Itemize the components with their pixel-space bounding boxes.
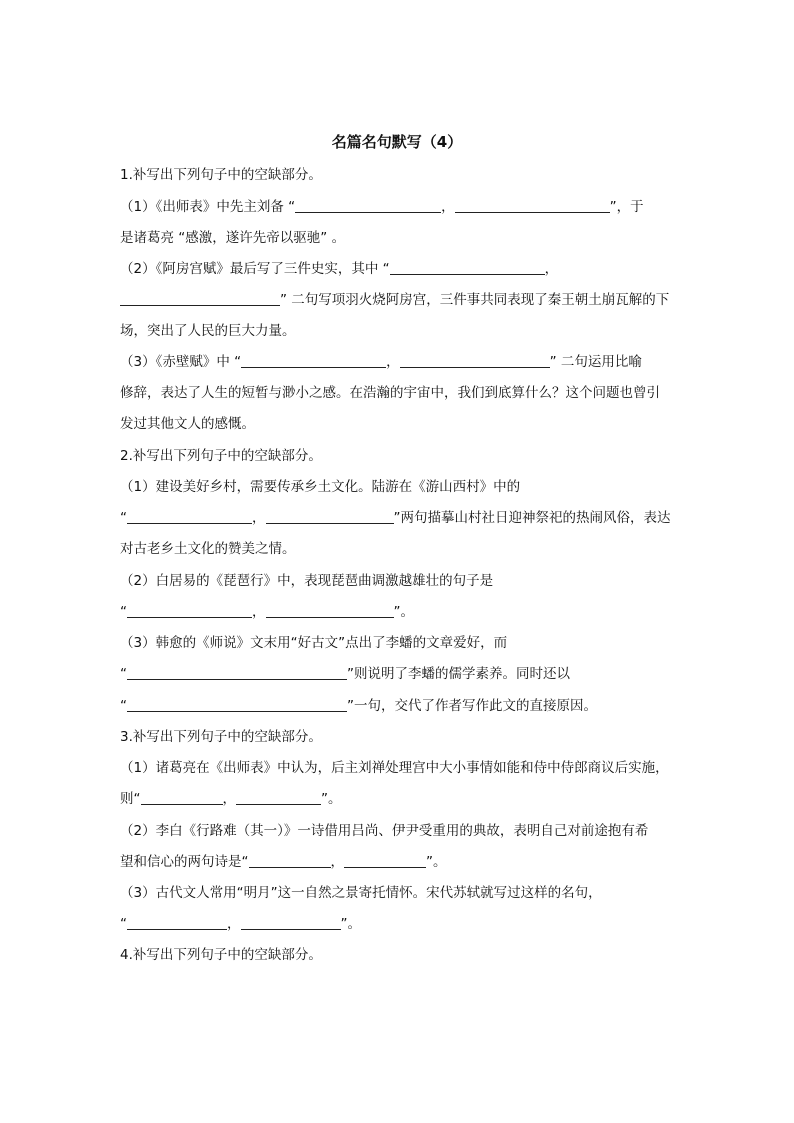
text-segment: 3.补写出下列句子中的空缺部分。 (120, 729, 322, 745)
fill-in-blank[interactable] (400, 353, 550, 368)
text-segment: 发过其他文人的感慨。 (120, 416, 255, 432)
fill-in-blank[interactable] (127, 603, 252, 618)
text-segment: （2）白居易的《琵琶行》中，表现琵琶曲调激越雄壮的句子是 (120, 573, 494, 589)
text-segment: ， (386, 354, 400, 370)
text-segment: 对古老乡土文化的赞美之情。 (120, 541, 296, 557)
text-line (120, 321, 296, 341)
text-segment: （1）《出师表》中先主刘备 “ (120, 199, 296, 215)
fill-in-blank[interactable] (455, 198, 610, 213)
text-line (120, 508, 671, 528)
text-segment: （3）韩愈的《师说》文末用“好古文”点出了李蟠的文章爱好，而 (120, 635, 508, 651)
text-segment: 是诸葛亮 “感激，遂许先帝以驱驰” 。 (120, 230, 346, 246)
text-segment: ， (441, 199, 455, 215)
fill-in-blank[interactable] (344, 853, 426, 868)
text-segment: ， (252, 604, 266, 620)
text-segment: ， (252, 510, 266, 526)
text-segment: “ (120, 698, 127, 714)
text-segment: 2.补写出下列句子中的空缺部分。 (120, 448, 322, 464)
text-line (120, 664, 570, 684)
text-segment: （3）古代文人常用“明月”这一自然之景寄托情怀。宋代苏轼就写过这样的名句， (120, 885, 602, 901)
text-segment: ”。 (393, 604, 414, 620)
text-segment: “ (120, 604, 127, 620)
text-segment: ” 二句运用比喻 (549, 354, 642, 370)
fill-in-blank[interactable] (266, 603, 394, 618)
text-line (120, 571, 493, 591)
fill-in-blank[interactable] (390, 260, 545, 275)
text-line (120, 696, 597, 716)
text-segment: 场，突出了人民的巨大力量。 (120, 323, 296, 339)
text-segment: ”。 (426, 854, 447, 870)
text-segment: （1）诸葛亮在《出师表》中认为，后主刘禅处理宫中大小事情如能和侍中侍郎商议后实施， (120, 760, 669, 776)
text-segment: 则“ (120, 791, 141, 807)
text-segment: “ (120, 916, 127, 932)
text-segment: ”则说明了李蟠的儒学素养。同时还以 (347, 666, 570, 682)
text-line (120, 165, 322, 185)
text-segment: ” 二句写项羽火烧阿房宫，三件事共同表现了秦王朝土崩瓦解的下 (280, 292, 670, 308)
text-line (120, 852, 447, 872)
fill-in-blank[interactable] (141, 790, 223, 805)
fill-in-blank[interactable] (127, 915, 227, 930)
text-line (120, 290, 669, 310)
text-segment: ， (330, 854, 344, 870)
fill-in-blank[interactable] (127, 509, 252, 524)
text-segment: ”。 (321, 791, 342, 807)
text-line (120, 758, 669, 778)
text-line (120, 633, 507, 653)
text-segment: （2）《阿房宫赋》最后写了三件史实，其中 “ (120, 261, 390, 277)
text-line (120, 602, 414, 622)
text-line (120, 789, 342, 809)
text-segment: “ (120, 510, 127, 526)
text-line (120, 883, 602, 903)
text-segment: 1.补写出下列句子中的空缺部分。 (120, 167, 322, 183)
text-segment: ”，于 (609, 199, 644, 215)
text-segment: （3）《赤壁赋》中 “ (120, 354, 242, 370)
fill-in-blank[interactable] (266, 509, 394, 524)
page-title: 名篇名句默写（4） (331, 133, 463, 151)
text-segment: ， (544, 261, 559, 277)
fill-in-blank[interactable] (249, 853, 331, 868)
text-line (120, 727, 322, 747)
text-line (120, 914, 361, 934)
fill-in-blank[interactable] (241, 353, 386, 368)
fill-in-blank[interactable] (127, 665, 347, 680)
text-segment: 4.补写出下列句子中的空缺部分。 (120, 947, 322, 963)
text-segment: ， (227, 916, 241, 932)
text-segment: “ (120, 666, 127, 682)
text-segment: ”。 (340, 916, 361, 932)
text-segment: ”一句，交代了作者写作此文的直接原因。 (347, 698, 597, 714)
text-line (120, 821, 648, 841)
text-line (120, 259, 558, 279)
text-segment: （2）李白《行路难（其一）》一诗借用吕尚、伊尹受重用的典故，表明自己对前途抱有希 (120, 823, 649, 839)
text-line (120, 414, 255, 434)
fill-in-blank[interactable] (295, 198, 441, 213)
text-segment: 望和信心的两句诗是“ (120, 854, 249, 870)
text-line (120, 197, 644, 217)
fill-in-blank[interactable] (241, 915, 341, 930)
text-segment: ”两句描摹山村社日迎神祭祀的热闹风俗，表达 (393, 510, 671, 526)
text-line (120, 446, 322, 466)
text-line (120, 228, 345, 248)
fill-in-blank[interactable] (120, 291, 280, 306)
text-segment: 修辞，表达了人生的短暂与渺小之感。在浩瀚的宇宙中，我们到底算什么？这个问题也曾引 (120, 385, 660, 401)
text-segment: （1）建设美好乡村，需要传承乡土文化。陆游在《游山西村》中的 (120, 479, 521, 495)
fill-in-blank[interactable] (236, 790, 321, 805)
fill-in-blank[interactable] (127, 697, 347, 712)
text-line (120, 477, 520, 497)
text-line (120, 945, 322, 965)
text-segment: ， (222, 791, 236, 807)
text-line (120, 383, 660, 403)
text-line (120, 539, 296, 559)
text-line (120, 352, 642, 372)
